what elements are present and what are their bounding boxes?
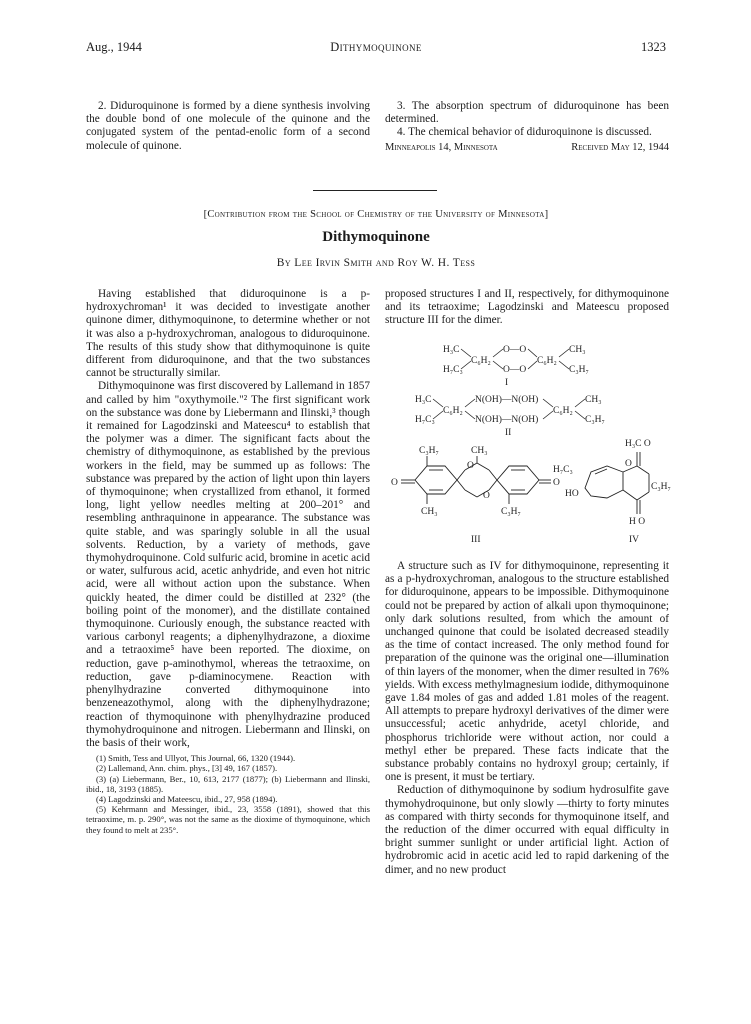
footnote: (2) Lallemand, Ann. chim. phys., [3] 49, 167 (1857). <box>96 763 278 774</box>
struct-text: C₃H₇ <box>419 446 439 456</box>
article-byline: By Lee Irvin Smith and Roy W. H. Tess <box>276 257 476 269</box>
header-date: Aug., 1944 <box>86 40 142 54</box>
structure-I <box>443 345 589 388</box>
article-right-column <box>385 560 669 877</box>
footnotes <box>86 753 370 835</box>
prev-article-left-column <box>86 100 370 153</box>
struct-text: N(OH)—N(OH) <box>475 395 539 405</box>
prev-article-right-column <box>385 100 669 154</box>
struct-text: C₃H₇ <box>585 415 605 425</box>
structure-II <box>415 394 605 438</box>
structure-IV <box>585 452 649 514</box>
struct-text: H₇C₃ <box>443 365 463 375</box>
struct-text: C₆H₂ <box>443 406 463 416</box>
body-paragraph: proposed structures I and II, respectively, for dithymoquinone and its tetraoxime; Lagodzinski and Mateescu proposed structure III for the dimer. <box>385 288 669 327</box>
body-paragraph: Having established that diduroquinone is a p-hydroxychroman¹ it was decided to investigate another quinone dimer, dithymoquinone, to determine whether or not it was also a p-hydroxychroman, analogous to diduroquinone. The results of this study show that dithymoquinone is quite different from diduroquinone, and that the two substances cannot be structurally similar. <box>86 288 370 380</box>
struct-text: O—O <box>503 345 527 355</box>
structure-label: II <box>505 428 512 438</box>
structure-III <box>401 456 551 504</box>
struct-text: C₆H₂ <box>553 406 573 416</box>
structure-III-labels <box>391 446 560 545</box>
struct-text: H₃C O <box>625 439 651 449</box>
struct-text: N(OH)—N(OH) <box>475 415 539 425</box>
header-page-number: 1323 <box>641 40 666 54</box>
body-paragraph: Dithymoquinone was first discovered by Lallemand in 1857 and called by him "oxythymoile."² The first significant work on the substance was done by Liebermann and Ilinski,³ though it remained for Lagodzinski and Mateescu⁴ to establish that the polymer was a dimer. The significant facts about the chemistry of dithymoquinone, as established by the previous workers in the field, may be summed up as follows: The substance was prepared by the action of light upon thin layers of thymoquinone; when crystallized from ethanol, it formed long, light yellow needles melting at 200–201° and resembling anthraquinone in appearance. The substance was quite stable, and was sparingly soluble in all the usual solvents. Reduction, by a variety of methods, gave thymohydroquinone. Cold sulfuric acid, bromine in acetic acid or water, sulfurous acid, acetic anhydride, and even hot nitric acid, were all without action upon the substance. When quickly heated, the dimer could be distilled at 232° (the boiling point of the monomer), and the distillate contained thymoquinone. Curiously enough, the substance reacted with various carbonyl reagents; a diphenylhydrazone, a dioxime and a tetraoxime⁵ have been reported. The dioxime, on reduction, gave p-aminothymol, whereas the tetraoxime, on reduction, gave p-diaminocymene. Reaction with phenylhydrazine converted dithymoquinone into benzeneazothymol, along with the diphenylhydrazone; reaction of thymoquinone with phenylhydrazine produced thymohydroquinone and nitrogen. Liebermann and Ilinski, on the basis of their work, <box>86 380 371 749</box>
struct-text: CH₃ <box>471 446 488 456</box>
struct-text: O <box>483 491 490 501</box>
struct-text: HO <box>565 489 579 499</box>
struct-text: CH₃ <box>421 507 438 517</box>
struct-text: C₃H₇ <box>569 365 589 375</box>
footnote: (4) Lagodzinski and Mateescu, ibid., 27, 958 (1894). <box>96 793 278 804</box>
struct-text: CH₃ <box>585 395 602 405</box>
structure-label: IV <box>629 535 640 545</box>
footnote: (3) (a) Liebermann, Ber., 10, 613, 2177 (1877); (b) Liebermann and Ilinski, ibid., 18, 3193 (1885). <box>86 773 370 794</box>
prev-summary-item: 3. The absorption spectrum of diduroquinone has been determined. <box>385 100 669 126</box>
prev-summary-item: 4. The chemical behavior of diduroquinone is discussed. <box>397 126 652 139</box>
header-running-title: Dithymoquinone <box>330 40 422 54</box>
structures-svg <box>385 338 671 552</box>
received-date: Received May 12, 1944 <box>571 141 669 153</box>
struct-text: H₇C₃ <box>415 415 435 425</box>
struct-text: C₃H₇ <box>651 482 671 492</box>
footnote: (5) Kehrmann and Messinger, ibid., 23, 3558 (1891), showed that this tetraoxime, m. p. 290°, was not the same as the dioxime of thymoquinone, which they found to melt at 235°. <box>86 804 370 835</box>
struct-text: O <box>391 478 398 488</box>
article-right-intro <box>385 288 669 328</box>
author-location: Minneapolis 14, Minnesota <box>385 141 498 153</box>
article-left-column <box>86 288 370 835</box>
struct-text: O <box>553 478 560 488</box>
structural-formulas <box>385 338 671 552</box>
prev-summary-item: 2. Diduroquinone is formed by a diene synthesis involving the double bond of one molecule of the quinone and the conjugated system of the pentad-enolic form of a second molecule of quinone. <box>86 100 370 152</box>
struct-text: H₃C <box>443 345 460 355</box>
article-title: Dithymoquinone <box>322 229 430 245</box>
struct-text: C₆H₂ <box>537 356 557 366</box>
struct-text: H₇C₃ <box>553 465 573 475</box>
structure-label: III <box>471 535 481 545</box>
structure-label: I <box>505 378 509 388</box>
footnote: (1) Smith, Tess and Ullyot, This Journal, 66, 1320 (1944). <box>96 753 296 764</box>
contribution-line: [Contribution from the School of Chemistry of the University of Minnesota] <box>203 209 549 220</box>
struct-text: O—O <box>503 365 527 375</box>
struct-text: C₆H₂ <box>471 356 491 366</box>
body-paragraph: A structure such as IV for dithymoquinone, representing it as a p-hydroxychroman, analogous to the structure established for diduroquinone, appears to be impossible. Dithymoquinone could not be prepared by action of alkali upon thymoquinone; only dark solutions resulted, from which the amount of unchanged quinone that could be isolated decreased steadily as the time of contact increased. The only method found for preparation of the quinone was the original one—illumination of thin layers of the monomer, when the dimer resulted in 76% yields. With excess methylmagnesium iodide, dithymoquinone gave 1.84 moles of gas and added 1.81 moles of the reagent. All attempts to prepare hydroxyl derivatives of the dimer were unsuccessful; acetic anhydride, acetyl chloride, and phosphorus trichloride were without action, nor could a methyl ether be prepared. These facts indicate that the substance probably contains no hydroxyl group; certainly, if one is present, it must be tertiary. <box>385 560 669 784</box>
running-header <box>86 40 666 58</box>
struct-text: C₃H₇ <box>501 507 521 517</box>
struct-text: H O <box>629 517 646 527</box>
struct-text: CH₃ <box>569 345 586 355</box>
struct-text: O <box>625 459 632 469</box>
struct-text: H₃C <box>415 395 432 405</box>
body-paragraph: Reduction of dithymoquinone by sodium hydrosulfite gave thymohydroquinone, but only slowly —thirty to forty minutes as compared with thirty seconds for thymoquinone itself, and the reduction of the dimer occurred with equal difficulty in bright summer sunlight or under artificial light. Action of hydrobromic acid in acetic acid led to rapid darkening of the dimer, and no new product <box>385 784 669 876</box>
prev-article-signature <box>385 141 669 154</box>
struct-text: O <box>467 461 474 471</box>
structure-IV-labels <box>553 439 671 545</box>
section-divider <box>313 190 437 191</box>
